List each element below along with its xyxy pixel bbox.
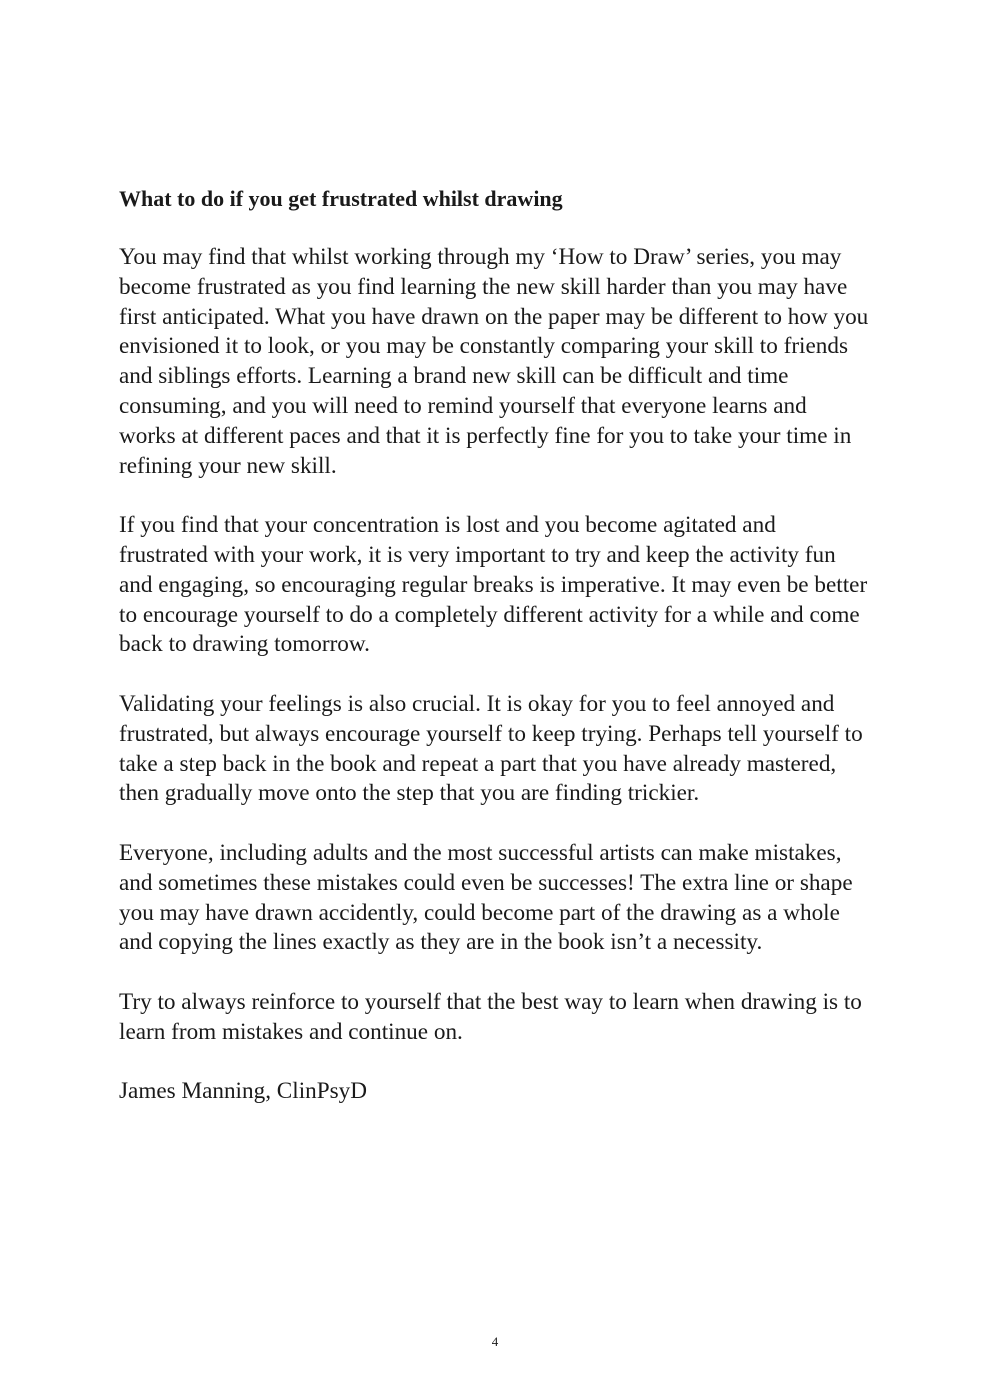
page-content [119,184,869,1107]
paragraph-5: Try to always reinforce to yourself that the best way to learn when drawing is to learn from mistakes and continue on. [119,988,862,1045]
section-heading: What to do if you get frustrated whilst drawing [119,186,563,211]
paragraph-3: Validating your feelings is also crucial. It is okay for you to feel annoyed and frustrated, but always encourage yourself to keep trying. Perhaps tell yourself to take a step back in the book and repeat a part that you have already mastered, then gradually move onto the step that you are finding trickier. [119,690,863,807]
author-signature: James Manning, ClinPsyD [119,1078,367,1105]
paragraph-4: Everyone, including adults and the most successful artists can make mistakes, and sometimes these mistakes could even be successes! The extra line or shape you may have drawn accidently, could become part of the drawing as a whole and copying the lines exactly as they are in the book isn’t a necessity. [119,839,853,956]
page-number: 4 [491,1334,499,1349]
paragraph-1: You may find that whilst working through my ‘How to Draw’ series, you may become frustrated as you find learning the new skill harder than you may have first anticipated. What you have drawn on the paper may be different to how you envisioned it to look, or you may be constantly comparing your skill to friends and siblings efforts. Learning a brand new skill can be difficult and time consuming, and you will need to remind yourself that everyone learns and works at different paces and that it is perfectly fine for you to take your time in refining your new skill. [119,244,869,479]
paragraph-2: If you find that your concentration is lost and you become agitated and frustrated with your work, it is very important to try and keep the activity fun and engaging, so encouraging regular breaks is imperative. It may even be better to encourage yourself to do a completely different activity for a while and come back to drawing tomorrow. [119,512,868,658]
